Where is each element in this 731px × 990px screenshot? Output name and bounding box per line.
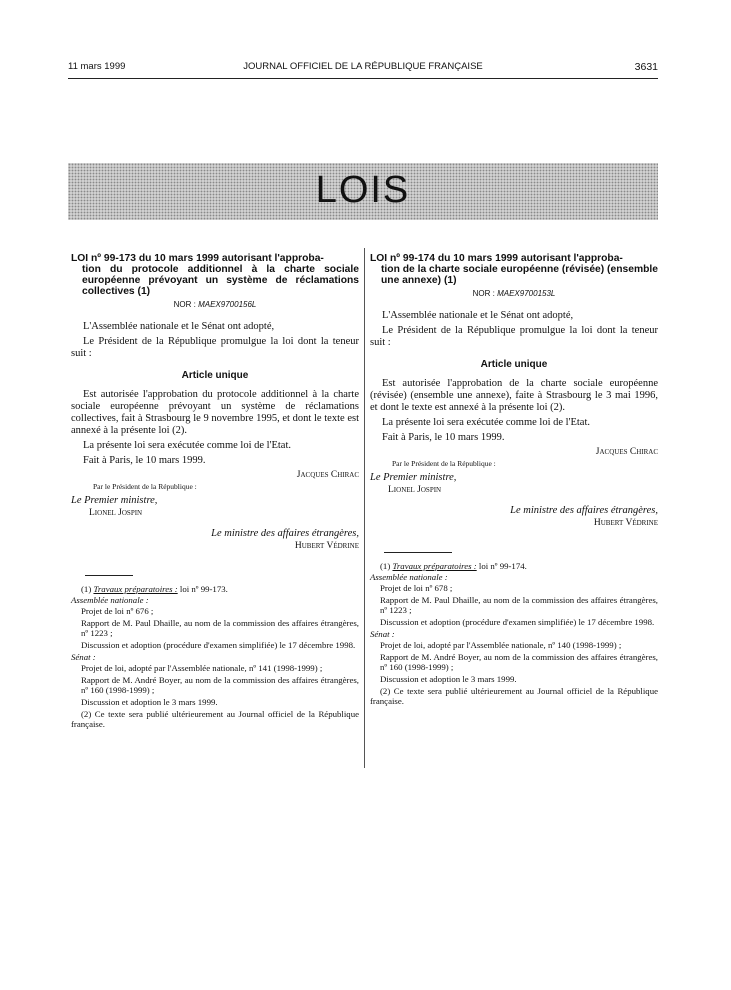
intro-promulgation: Le Président de la République promulgue la loi dont la teneur suit : (370, 325, 658, 348)
minister-name: Hubert Védrine (294, 541, 359, 551)
by-president: Par le Président de la République : (392, 459, 496, 468)
footnote-number: (1) (380, 561, 391, 571)
nor-label: NOR : (472, 289, 495, 298)
travaux-label: Travaux préparatoires : (392, 561, 477, 571)
law-title-rest: tion de la charte sociale européenne (révisée) (ensemble une annexe) (1) (381, 264, 658, 286)
senate-item: Projet de loi, adopté par l'Assemblée nationale, nº 140 (1998-1999) ; (380, 640, 622, 650)
intro-adopted: L'Assemblée nationale et le Sénat ont adopté, (83, 321, 275, 332)
law-title-line1: LOI nº 99-174 du 10 mars 1999 autorisant l'approba- (370, 253, 623, 264)
nor-reference (71, 300, 359, 309)
article-body: Est autorisée l'approbation du protocole additionnel à la charte sociale européenne prévoyant un système de réclamations collectives, fait à Strasbourg le 9 novembre 1995, et dont le texte est annexé à la présente loi (2). (71, 389, 359, 436)
president-signature: Jacques Chirac (595, 447, 658, 457)
senate-item: Rapport de M. André Boyer, au nom de la commission des affaires étrangères, nº 160 (1998-1999) ; (380, 652, 658, 672)
footnote-ref: loi nº 99-173. (179, 584, 228, 594)
prime-minister-name: Lionel Jospin (89, 508, 143, 518)
law-title (370, 253, 658, 286)
footnote-2: (2) Ce texte sera publié ultérieurement au Journal officiel de la République française. (71, 709, 359, 729)
assembly-heading: Assemblée nationale : (71, 595, 149, 605)
article-heading: Article unique (480, 359, 548, 370)
footnote-rule (85, 575, 133, 576)
assembly-item: Discussion et adoption (procédure d'examen simplifiée) le 17 décembre 1998. (81, 640, 356, 650)
nor-code: MAEX9700156L (198, 300, 257, 309)
prime-minister-name: Lionel Jospin (388, 485, 442, 495)
footnote-ref: loi nº 99-174. (478, 561, 527, 571)
column-divider (364, 248, 365, 768)
assembly-item: Discussion et adoption (procédure d'examen simplifiée) le 17 décembre 1998. (380, 617, 655, 627)
nor-reference (370, 289, 658, 298)
president-signature: Jacques Chirac (296, 470, 359, 480)
assembly-item: Projet de loi nº 676 ; (81, 606, 154, 616)
law-title-rest: tion du protocole additionnel à la charte sociale européenne prévoyant un système de réclamations collectives (1) (82, 264, 359, 297)
prime-minister-title: Le Premier ministre, (370, 472, 457, 483)
page-number: 3631 (634, 61, 658, 73)
footnote-1 (370, 561, 658, 571)
senate-item: Projet de loi, adopté par l'Assemblée nationale, nº 141 (1998-1999) ; (81, 663, 323, 673)
assembly-item: Rapport de M. Paul Dhaille, au nom de la commission des affaires étrangères, nº 1223 ; (81, 618, 359, 638)
done-at: Fait à Paris, le 10 mars 1999. (83, 455, 206, 466)
footnote-1 (71, 584, 359, 594)
intro-promulgation: Le Président de la République promulgue la loi dont la teneur suit : (71, 336, 359, 359)
senate-item: Discussion et adoption le 3 mars 1999. (81, 697, 218, 707)
law-99-173 (71, 253, 359, 730)
law-99-174 (370, 253, 658, 707)
article-body: Est autorisée l'approbation de la charte sociale européenne (révisée) (ensemble une annexe), faite à Strasbourg le 3 mai 1996, et dont le texte est annexé à la présente loi (2). (370, 378, 658, 413)
page-header (68, 61, 658, 73)
issue-date: 11 mars 1999 (68, 61, 126, 72)
senate-heading: Sénat : (370, 629, 395, 639)
journal-title: JOURNAL OFFICIEL DE LA RÉPUBLIQUE FRANÇAISE (243, 61, 483, 72)
nor-label: NOR : (173, 300, 196, 309)
footnote-number: (1) (81, 584, 92, 594)
minister-title: Le ministre des affaires étrangères, (211, 528, 359, 539)
prime-minister-title: Le Premier ministre, (71, 495, 158, 506)
assembly-item: Projet de loi nº 678 ; (380, 583, 453, 593)
footnote-rule (384, 552, 452, 553)
assembly-item: Rapport de M. Paul Dhaille, au nom de la commission des affaires étrangères, nº 1223 ; (380, 595, 658, 615)
law-title (71, 253, 359, 297)
nor-code: MAEX9700153L (497, 289, 556, 298)
intro-adopted: L'Assemblée nationale et le Sénat ont adopté, (382, 310, 574, 321)
execution-clause: La présente loi sera exécutée comme loi de l'Etat. (83, 440, 292, 451)
footnote-2: (2) Ce texte sera publié ultérieurement au Journal officiel de la République française. (370, 686, 658, 706)
section-banner (68, 163, 658, 220)
footnotes (71, 584, 359, 729)
senate-item: Discussion et adoption le 3 mars 1999. (380, 674, 517, 684)
senate-heading: Sénat : (71, 652, 96, 662)
header-rule (68, 78, 658, 79)
done-at: Fait à Paris, le 10 mars 1999. (382, 432, 505, 443)
footnotes (370, 561, 658, 706)
section-title: LOIS (315, 169, 411, 211)
law-title-line1: LOI nº 99-173 du 10 mars 1999 autorisant l'approba- (71, 253, 324, 264)
minister-title: Le ministre des affaires étrangères, (510, 505, 658, 516)
article-heading: Article unique (181, 370, 249, 381)
minister-name: Hubert Védrine (593, 518, 658, 528)
execution-clause: La présente loi sera exécutée comme loi de l'Etat. (382, 417, 591, 428)
assembly-heading: Assemblée nationale : (370, 572, 448, 582)
by-president: Par le Président de la République : (93, 482, 197, 491)
travaux-label: Travaux préparatoires : (93, 584, 178, 594)
senate-item: Rapport de M. André Boyer, au nom de la commission des affaires étrangères, nº 160 (1998-1999) ; (81, 675, 359, 695)
